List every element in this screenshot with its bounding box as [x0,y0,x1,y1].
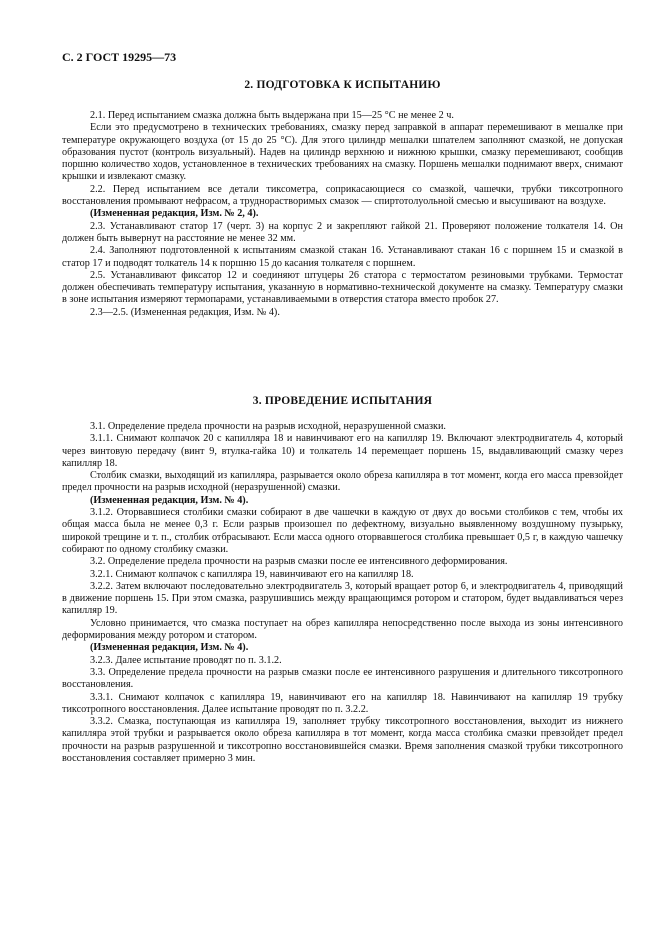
section-2-title: 2. ПОДГОТОВКА К ИСПЫТАНИЮ [244,79,441,91]
amendment-note: (Измененная редакция, Изм. № 4). [90,494,249,506]
paragraph: 3.3.1. Снимают колпачок с капилляра 19, навинчивают его на капилляр 18. Навинчивают на капилляр 19 трубку тиксотропного восстановления. Далее испытание проводят по п. 3.2.2. [62,691,623,715]
paragraph: 3.1.1. Снимают колпачок 20 с капилляра 18 и навинчивают его на капилляр 19. Включают электродвигатель 4, который через винтовую передачу (винт 9, втулка-гайка 10) и толкатель 14 перемещает поршень 15, выдавливающий смазку через капилляр 18. [62,433,623,469]
paragraph: Условно принимается, что смазка поступает на обрез капилляра непосредственно после выхода из зоны интенсивного деформирования между ротором и статором. [62,617,623,642]
paragraph: 3.1. Определение предела прочности на разрыв исходной, неразрушенной смазки. [90,421,446,432]
paragraph: 2.2. Перед испытанием все детали тиксометра, соприкасающиеся со смазкой, чашечки, трубки тиксотропного восстановления промывают нефрасом, а труднорастворимых смазок — спиртотолуольной смесью и высушивают на воздухе. [62,183,623,208]
section-2-body [62,110,623,319]
paragraph: 3.3. Определение предела прочности на разрыв смазки после ее интенсивного разрушения и длительного тиксотропного восстановления. [62,666,623,691]
amendment-note: 2.3—2.5. (Измененная редакция, Изм. № 4). [90,306,280,318]
paragraph: 3.2.2. Затем включают последовательно электродвигатель 3, который вращает ротор 6, и электродвигатель 4, приводящий в движение поршень 15. При этом смазка, разрушившись между вращающимся ротором и статором, будет выдавливаться через капилляр 19. [62,580,623,617]
paragraph: 3.2.3. Далее испытание проводят по п. 3.1.2. [90,654,282,666]
paragraph: 2.5. Устанавливают фиксатор 12 и соединяют штуцеры 26 статора с термостатом резиновыми трубками. Термостат должен обеспечивать температуру испытания, указанную в нормативно-технической документе на смазку. Температуру смазки в зоне испытания измеряют термопарами, устанавливаемыми в отверстия статора вместо пробок 27. [62,269,623,306]
page-header: С. 2 ГОСТ 19295—73 [62,50,177,64]
paragraph: 2.1. Перед испытанием смазка должна быть выдержана при 15—25 °С не менее 2 ч. [90,110,454,121]
section-3-title: 3. ПРОВЕДЕНИЕ ИСПЫТАНИЯ [252,395,433,407]
section-3-body [62,421,623,765]
paragraph: 3.2.1. Снимают колпачок с капилляра 19, навинчивают его на капилляр 18. [90,568,414,580]
paragraph: 2.4. Заполняют подготовленной к испытаниям смазкой стакан 16. Устанавливают стакан 16 с поршнем 15 и смазкой в статор 17 и подводят толкатель 14 к поршню 15 до касания толкателя с поршнем. [62,245,623,269]
paragraph: 2.3. Устанавливают статор 17 (черт. 3) на корпус 2 и закрепляют гайкой 21. Проверяют положение толкателя 14. Он должен быть вывернут на расстояние не менее 32 мм. [62,220,623,244]
paragraph: 3.3.2. Смазка, поступающая из капилляра 19, заполняет трубку тиксотропного восстановления, выходит из нижнего капилляра этой трубки и разрывается около обреза капилляра в тот момент, когда масса столбика смазки превзойдет предел прочности на разрыв разрушенной и тиксотропно восстановившейся смазки. Время заполнения смазкой трубки тиксотропного восстановления составляет примерно 3 мин. [62,716,623,765]
paragraph: 3.1.2. Оторвавшиеся столбики смазки собирают в две чашечки в каждую от двух до восьми столбиков с тем, чтобы их общая масса была не менее 0,3 г. Если разрыв произошел по дефектному, визуально выявленному воздушному пузырьку, широкой трещине и т. п., столбик отбрасывают. Если масса одного оторвавшегося столбика превышает 0,5 г, в каждую чашечку собирают по одному столбику смазки. [62,507,623,555]
paragraph: 3.2. Определение предела прочности на разрыв смазки после ее интенсивного деформирования. [90,556,508,568]
amendment-note: (Измененная редакция, Изм. № 4). [90,642,249,654]
paragraph: Столбик смазки, выходящий из капилляра, разрывается около обреза капилляра в тот момент, когда его масса превзойдет предел прочности на разрыв исходной (неразрушенной) смазки. [62,470,623,494]
amendment-note: (Измененная редакция, Изм. № 2, 4). [90,208,259,220]
paragraph: Если это предусмотрено в технических требованиях, смазку перед заправкой в аппарат перемешивают в мешалке при температуре окружающего воздуха (от 15 до 25 °С). Для этого цилиндр мешалки шпателем заполняют смазкой, не допуская образования пустот (контроль визуальный). Надев на цилиндр верхнюю и нижнюю крышки, смазку перемешивают, сообщив поршню количество ходов, установленное в технических требованиях на смазку. Поршень мешалки поднимают вверх, снимают крышки и извлекают смазку. [62,122,623,183]
